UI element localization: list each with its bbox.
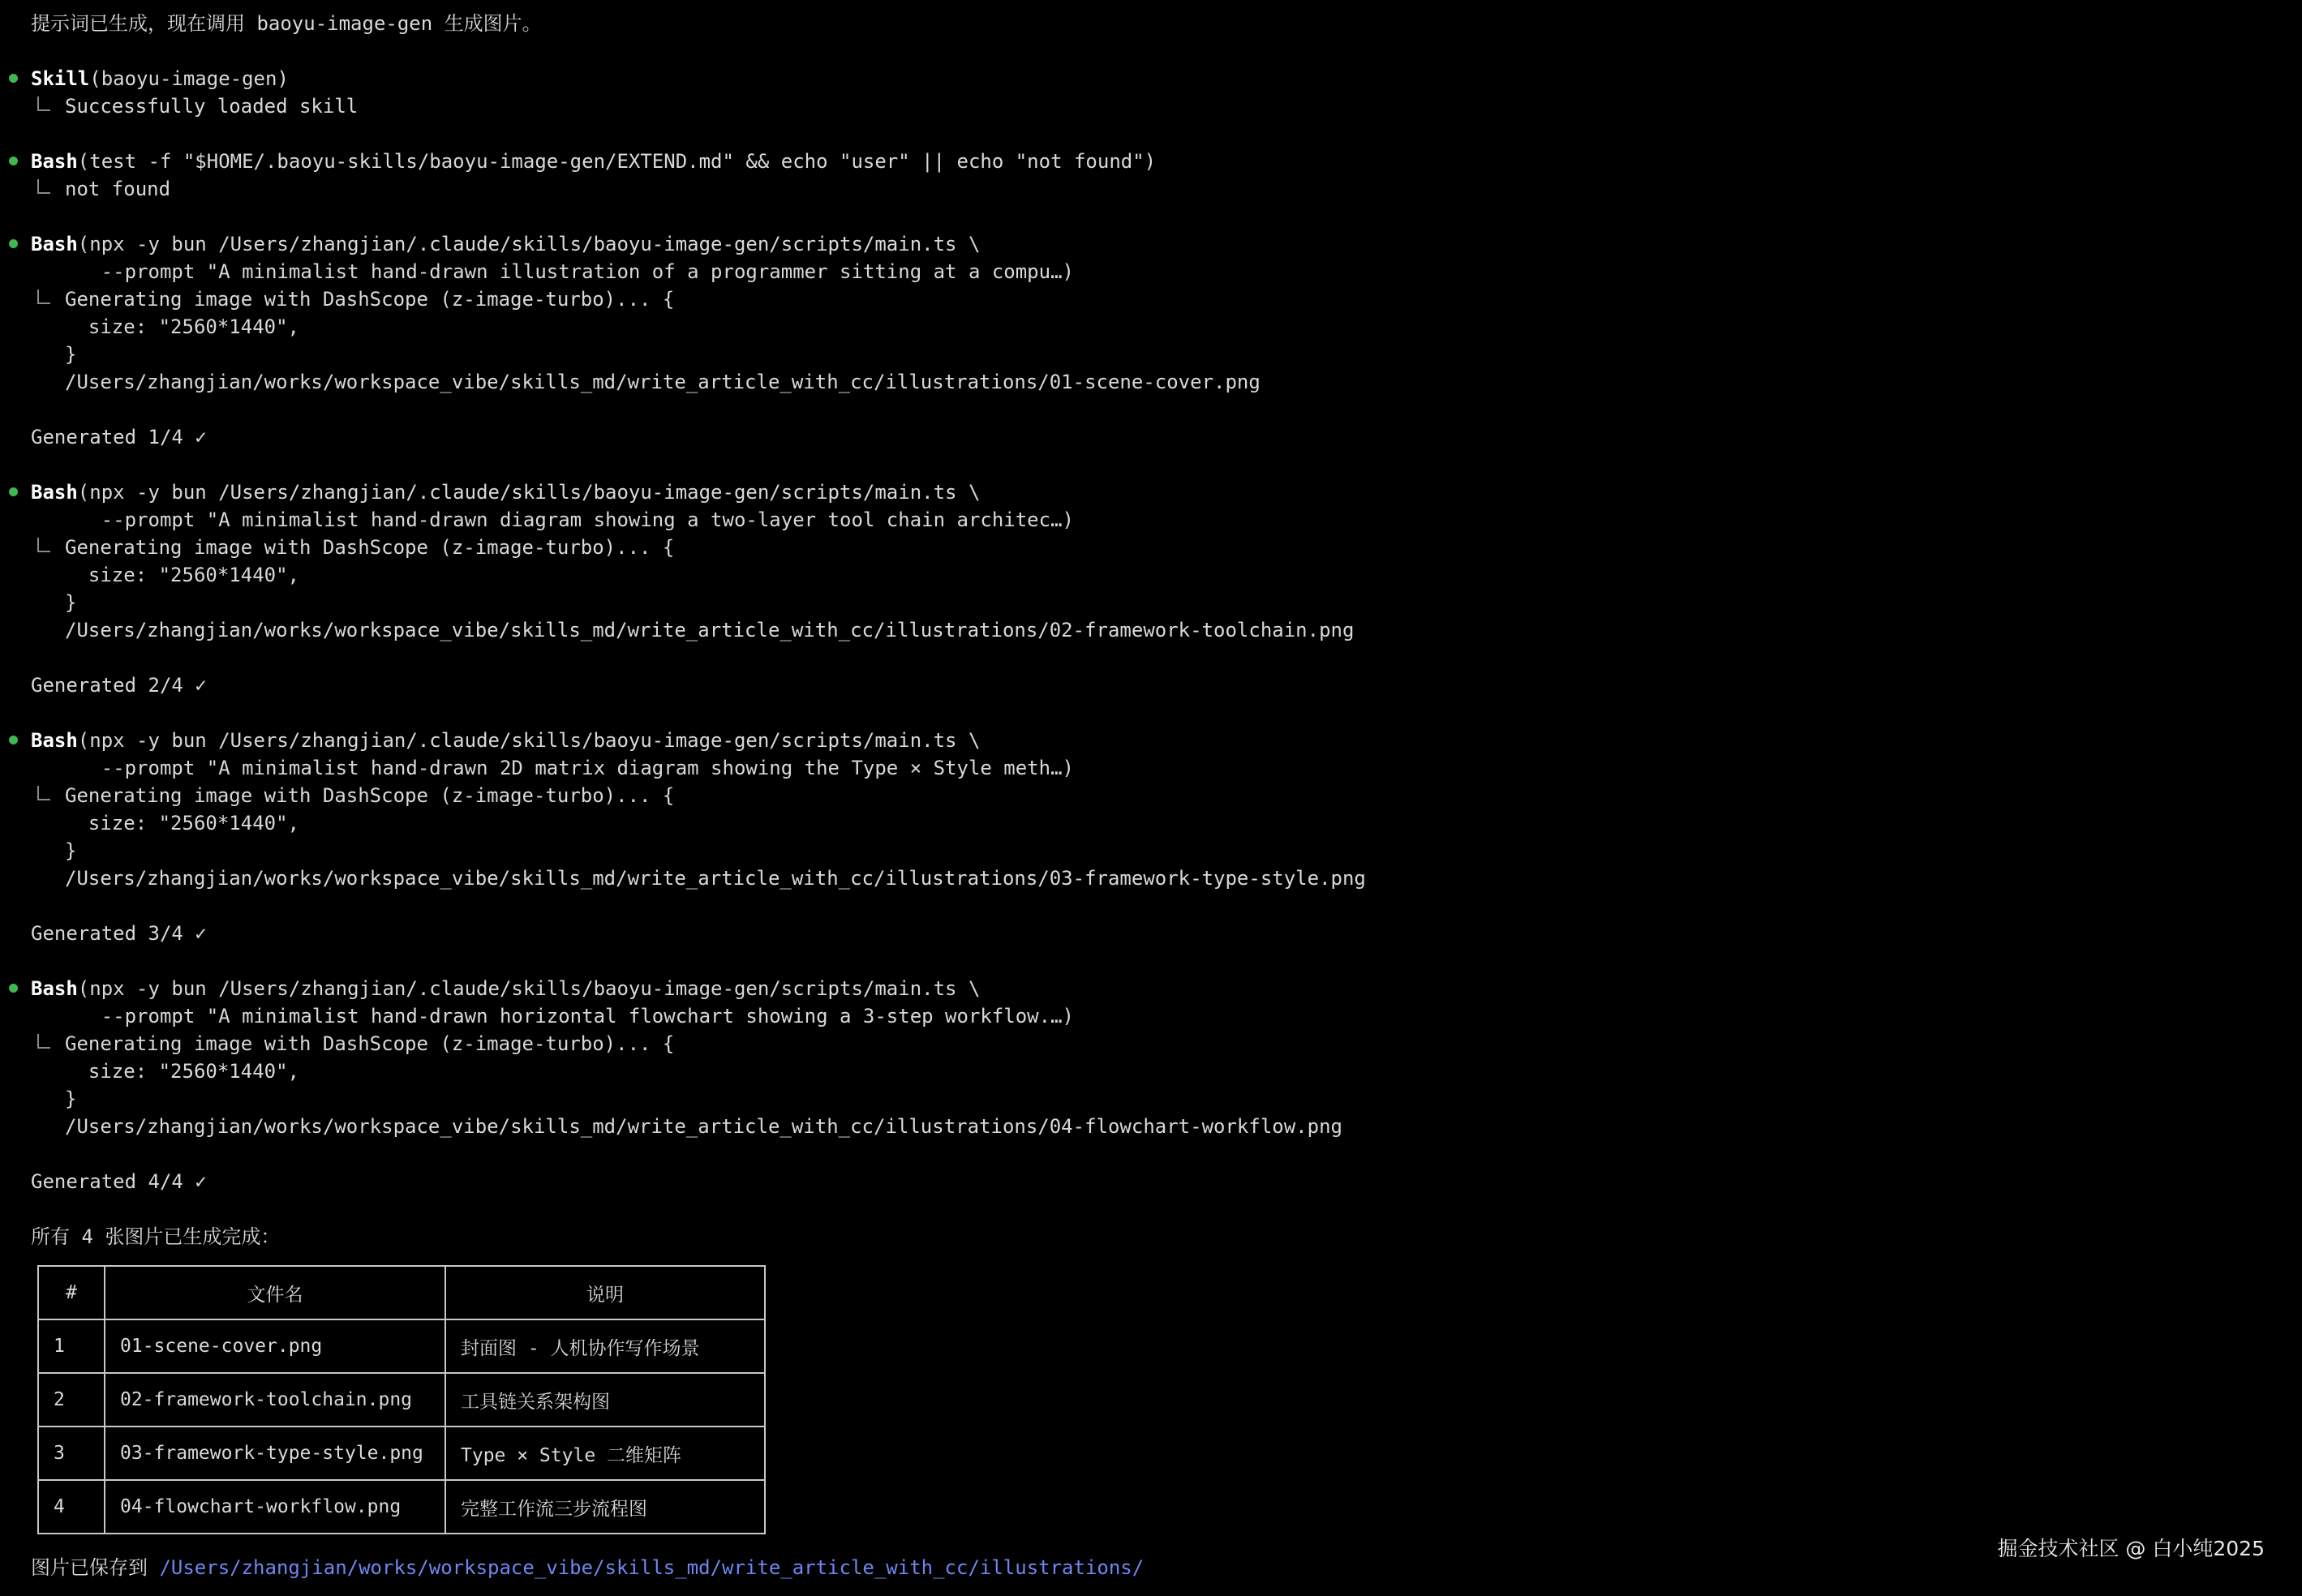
tool-args-continued: --prompt "A minimalist hand-drawn horizontal flowchart showing a 3-step workflow.…) <box>31 1005 1074 1028</box>
tool-call-skill <box>31 65 289 92</box>
result-corner-icon <box>37 786 50 800</box>
cell-filename: 03-framework-type-style.png <box>105 1427 445 1480</box>
watermark: 掘金技术社区 @ 白小纯2025 <box>1997 1537 2265 1560</box>
result-corner-icon <box>37 538 50 552</box>
output-file-path: /Users/zhangjian/works/workspace_vibe/skills_md/write_article_with_cc/illustrations/03-framework-type-style.png <box>65 867 1366 890</box>
tool-result: size: "2560*1440", <box>65 812 299 834</box>
tool-args: (npx -y bun /Users/zhangjian/.claude/skills/baoyu-image-gen/scripts/main.ts \ <box>77 977 981 1000</box>
tool-call-bash <box>31 975 980 1002</box>
cell-description: Type × Style 二维矩阵 <box>445 1427 765 1480</box>
tool-status-dot <box>9 74 18 83</box>
tool-name: Bash <box>31 233 78 255</box>
output-file-path: /Users/zhangjian/works/workspace_vibe/skills_md/write_article_with_cc/illustrations/04-flowchart-workflow.png <box>65 1115 1342 1138</box>
tool-call-bash <box>31 148 1156 175</box>
tool-result: } <box>65 591 77 614</box>
progress-message: Generated 2/4 ✓ <box>31 674 207 697</box>
saved-label: 图片已保存到 <box>31 1556 160 1579</box>
cell-description: 完整工作流三步流程图 <box>445 1480 765 1534</box>
tool-result: size: "2560*1440", <box>65 1060 299 1083</box>
summary-message: 所有 4 张图片已生成完成： <box>31 1225 281 1248</box>
tool-result: Generating image with DashScope (z-image-turbo)... { <box>65 1032 675 1055</box>
cell-description: 工具链关系架构图 <box>445 1373 765 1427</box>
tool-name: Skill <box>31 67 90 90</box>
table-row <box>38 1427 765 1480</box>
tool-name: Bash <box>31 481 78 504</box>
progress-message: Generated 3/4 ✓ <box>31 922 207 945</box>
tool-args: (npx -y bun /Users/zhangjian/.claude/skills/baoyu-image-gen/scripts/main.ts \ <box>77 481 981 504</box>
tool-args: (npx -y bun /Users/zhangjian/.claude/skills/baoyu-image-gen/scripts/main.ts \ <box>77 729 981 752</box>
output-file-path: /Users/zhangjian/works/workspace_vibe/skills_md/write_article_with_cc/illustrations/02-framework-toolchain.png <box>65 619 1355 641</box>
tool-status-dot <box>9 984 18 993</box>
cell-filename: 02-framework-toolchain.png <box>105 1373 445 1427</box>
cell-description: 封面图 - 人机协作写作场景 <box>445 1319 765 1373</box>
tool-args-continued: --prompt "A minimalist hand-drawn 2D matrix diagram showing the Type × Style meth…) <box>31 757 1074 779</box>
column-header-description: 说明 <box>445 1266 765 1319</box>
tool-result: size: "2560*1440", <box>65 564 299 586</box>
cell-index: 4 <box>38 1480 105 1534</box>
tool-args: (test -f "$HOME/.baoyu-skills/baoyu-image-gen/EXTEND.md" && echo "user" || echo "not found") <box>77 150 1157 173</box>
tool-args-continued: --prompt "A minimalist hand-drawn illustration of a programmer sitting at a compu…) <box>31 260 1074 283</box>
cell-index: 2 <box>38 1373 105 1427</box>
cell-index: 1 <box>38 1319 105 1373</box>
cell-filename: 01-scene-cover.png <box>105 1319 445 1373</box>
tool-status-dot <box>9 736 18 744</box>
tool-result: Generating image with DashScope (z-image-turbo)... { <box>65 784 675 807</box>
cell-filename: 04-flowchart-workflow.png <box>105 1480 445 1534</box>
tool-args: (baoyu-image-gen) <box>89 67 289 90</box>
tool-result: } <box>65 1088 77 1110</box>
result-corner-icon <box>37 97 50 111</box>
table-row <box>38 1319 765 1373</box>
tool-status-dot <box>9 487 18 496</box>
tool-result: } <box>65 839 77 862</box>
tool-status-dot <box>9 157 18 165</box>
progress-message: Generated 1/4 ✓ <box>31 426 207 448</box>
intro-message: 提示词已生成，现在调用 baoyu-image-gen 生成图片。 <box>31 12 542 35</box>
column-header-index: # <box>38 1266 105 1319</box>
tool-name: Bash <box>31 977 78 1000</box>
table-row <box>38 1480 765 1534</box>
tool-args-continued: --prompt "A minimalist hand-drawn diagram showing a two-layer tool chain architec…) <box>31 508 1074 531</box>
tool-call-bash <box>31 478 980 506</box>
tool-result: not found <box>65 178 171 200</box>
tool-call-bash <box>31 230 980 258</box>
generated-files-table <box>37 1265 766 1534</box>
tool-status-dot <box>9 239 18 248</box>
tool-result: Generating image with DashScope (z-image-turbo)... { <box>65 536 675 559</box>
cell-index: 3 <box>38 1427 105 1480</box>
saved-path-link[interactable]: /Users/zhangjian/works/workspace_vibe/skills_md/write_article_with_cc/illustrations/ <box>159 1556 1145 1579</box>
column-header-filename: 文件名 <box>105 1266 445 1319</box>
tool-name: Bash <box>31 150 78 173</box>
result-corner-icon <box>37 1034 50 1049</box>
tool-result: size: "2560*1440", <box>65 315 299 338</box>
tool-args: (npx -y bun /Users/zhangjian/.claude/skills/baoyu-image-gen/scripts/main.ts \ <box>77 233 981 255</box>
saved-location-line <box>31 1554 1144 1581</box>
tool-result: Generating image with DashScope (z-image-turbo)... { <box>65 288 675 311</box>
progress-message: Generated 4/4 ✓ <box>31 1170 207 1193</box>
result-corner-icon <box>37 179 50 194</box>
tool-name: Bash <box>31 729 78 752</box>
tool-result: } <box>65 343 77 366</box>
table-row <box>38 1373 765 1427</box>
table-header-row <box>38 1266 765 1319</box>
tool-call-bash <box>31 727 980 754</box>
result-corner-icon <box>37 290 50 304</box>
output-file-path: /Users/zhangjian/works/workspace_vibe/skills_md/write_article_with_cc/illustrations/01-scene-cover.png <box>65 371 1261 393</box>
tool-result: Successfully loaded skill <box>65 95 359 118</box>
